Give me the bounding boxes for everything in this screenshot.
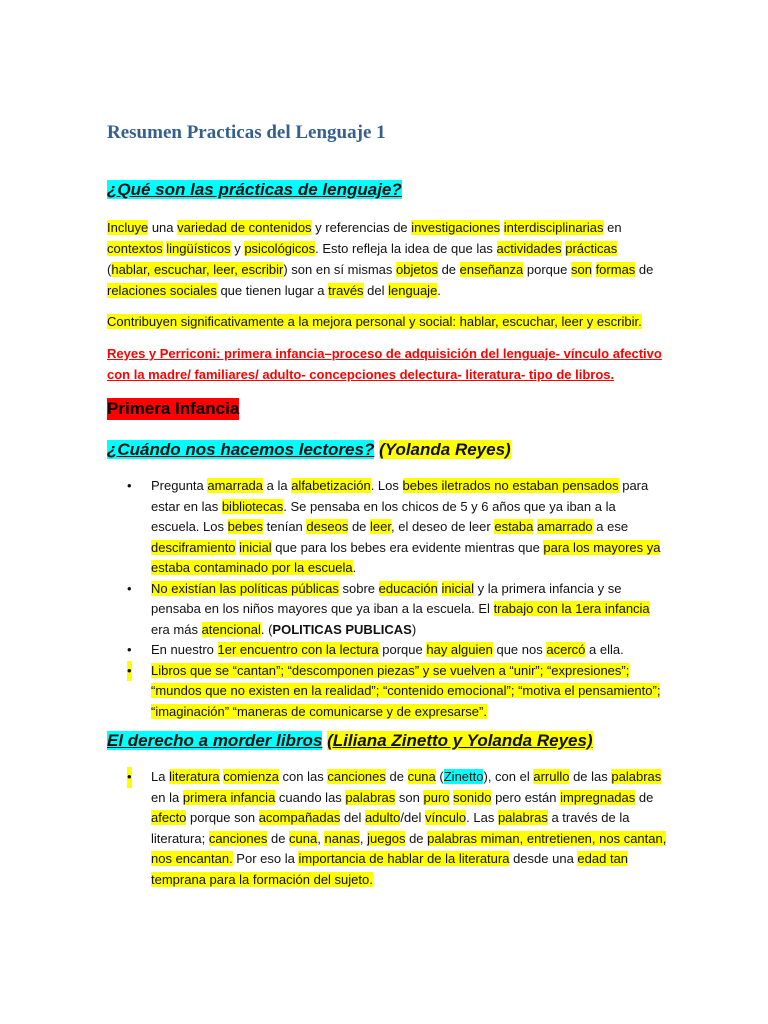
highlighted-text: hablar, escuchar, leer, escribir <box>111 262 284 277</box>
highlighted-text: palabras <box>345 789 396 805</box>
highlighted-text: palabras <box>497 810 548 825</box>
highlighted-text: cuna <box>407 769 436 784</box>
text-run: . Las <box>466 810 498 825</box>
heading-practicas <box>107 180 402 200</box>
text-run: que tienen lugar a <box>216 283 329 298</box>
paragraph-reyes-perriconi <box>107 343 662 385</box>
heading-lectores-author: (Yolanda Reyes) <box>379 440 511 459</box>
text-run: a ella. <box>585 642 624 657</box>
text-run: ( <box>435 769 444 784</box>
highlighted-text: variedad de contenidos <box>177 220 312 235</box>
text-run: . <box>437 283 441 298</box>
highlighted-text: contextos <box>107 241 163 256</box>
highlighted-text: psicológicos <box>244 241 316 256</box>
highlighted-text: comienza <box>223 769 279 784</box>
highlighted-text: trabajo con la 1era infancia <box>493 601 650 616</box>
text-run: . Esto refleja la idea de que las <box>315 241 497 256</box>
text-run: , el deseo de leer <box>390 519 495 534</box>
highlighted-text: importancia de hablar de la literatura <box>298 851 510 866</box>
heading-lectores <box>107 440 511 460</box>
highlighted-text: estaba <box>494 519 534 534</box>
cyan-highlighted-text: Zinetto <box>443 769 484 784</box>
highlighted-text: leer <box>370 519 391 534</box>
highlighted-text: edad tan temprana para la formación del sujeto. <box>151 851 629 887</box>
text-run: a través de la literatura; <box>151 810 630 846</box>
highlighted-text: son <box>570 262 592 277</box>
highlighted-text: acompañadas <box>258 810 341 825</box>
highlighted-text: palabras miman, entretienen, nos cantan, nos encantan. <box>151 830 667 866</box>
highlighted-text: para los mayores ya estaba contaminado por la escuela <box>151 539 661 575</box>
bullet-list-lectores <box>107 476 667 722</box>
text-run: /del <box>400 810 425 825</box>
highlighted-text: juegos <box>367 830 406 846</box>
text-run: desde una <box>509 851 578 866</box>
text-run: pero están <box>491 789 561 805</box>
text-run: que nos <box>492 642 547 657</box>
text-run: una <box>148 220 178 235</box>
highlighted-text: nanas <box>324 830 360 846</box>
text-run: en la <box>151 789 183 805</box>
text-run: La <box>151 769 170 784</box>
highlighted-text: canciones <box>327 769 386 784</box>
bullet-icon: • <box>127 642 132 657</box>
highlighted-text: prácticas <box>565 241 618 256</box>
highlighted-text: arrullo <box>533 769 570 784</box>
text-run: del <box>363 283 389 298</box>
text-run: porque <box>523 262 571 277</box>
text-run: de <box>267 830 290 846</box>
paragraph-contribuyen-text: Contribuyen significativamente a la mejora personal y social: hablar, escuchar, leer y escribir. <box>107 314 642 329</box>
document-title: Resumen Practicas del Lenguaje 1 <box>107 122 386 143</box>
heading-derecho-author: (Liliana Zinetto y Yolanda Reyes) <box>327 731 593 750</box>
highlighted-text: palabras <box>611 769 662 784</box>
highlighted-text: 1er encuentro con la lectura <box>217 642 379 657</box>
list-item <box>107 476 667 579</box>
text-run: ), con el <box>483 769 534 784</box>
text-run: y <box>230 241 245 256</box>
highlighted-text: deseos <box>306 519 349 534</box>
text-run: Pregunta <box>151 478 208 493</box>
heading-derecho-question: El derecho a morder libros <box>107 731 323 750</box>
text-run: de las <box>569 769 612 784</box>
text-run: . ( <box>260 621 273 637</box>
text-run: cuando las <box>275 789 346 805</box>
highlighted-text: Incluye <box>107 220 149 235</box>
text-run: , <box>317 830 325 846</box>
highlighted-text: literatura <box>169 769 220 784</box>
highlighted-text: bebes <box>227 519 264 534</box>
text-run: para estar en las <box>151 478 649 514</box>
highlighted-text: relaciones sociales <box>107 283 217 298</box>
list-item <box>107 579 667 641</box>
text-run <box>438 581 442 596</box>
highlighted-text: formas <box>595 262 636 277</box>
bullet-icon: • <box>127 580 132 596</box>
highlighted-text: amarrada <box>207 478 264 493</box>
highlighted-text: actividades <box>496 241 562 256</box>
highlighted-text: afecto <box>151 810 187 825</box>
text-run: con las <box>278 769 328 784</box>
text-run: era más <box>151 621 202 637</box>
highlighted-text: educación <box>378 580 438 596</box>
highlighted-text: No existían las políticas públicas <box>151 580 339 596</box>
highlighted-text: amarrado <box>537 519 593 534</box>
highlighted-text: inicial <box>239 539 272 555</box>
highlighted-text: adulto <box>364 810 401 825</box>
text-run: ( <box>107 262 112 277</box>
text-run: y la primera infancia y se pensaba en los niños mayores que ya iban a la escuela. El <box>151 580 622 616</box>
bullet-icon: • <box>127 767 132 788</box>
text-run: son <box>395 789 424 805</box>
highlighted-text: atencional <box>201 621 261 637</box>
text-run: que para los bebes era evidente mientras que <box>271 539 544 555</box>
highlighted-text: canciones <box>208 830 268 846</box>
text-run: porque son <box>186 810 259 825</box>
list-item <box>107 640 667 661</box>
bullet-list-derecho <box>107 767 667 890</box>
paragraph-reyes-text: Reyes y Perriconi: primera infancia–proceso de adquisición del lenguaje- vínculo afectivo con la madre/ familiares/ adulto- concepciones delectura- literatura- tipo de libros. <box>107 346 662 382</box>
highlighted-text: vínculo <box>424 810 467 825</box>
text-run: de <box>635 789 654 805</box>
highlighted-text: acercó <box>546 642 586 657</box>
text-run: de <box>348 519 371 534</box>
text-run: a la <box>263 478 292 493</box>
text-run: ) son en sí mismas <box>283 262 397 277</box>
text-run: del <box>340 810 365 825</box>
list-item <box>107 661 667 723</box>
text-run: y referencias de <box>311 220 412 235</box>
highlighted-text: objetos <box>396 262 438 277</box>
text-run: en <box>603 220 622 235</box>
paragraph-contribuyen <box>107 311 662 332</box>
highlighted-text: bibliotecas <box>221 498 284 514</box>
bullet-icon: • <box>127 661 132 682</box>
highlighted-text: bebes iletrados no estaban pensados <box>402 478 619 493</box>
list-item <box>107 767 667 890</box>
highlighted-text: desciframiento <box>151 539 236 555</box>
highlighted-text: través <box>328 283 364 298</box>
heading-derecho <box>107 731 593 751</box>
text-run: ) <box>411 621 417 637</box>
highlighted-text: alfabetización <box>291 478 371 493</box>
heading-primera-infancia: Primera Infancia <box>107 399 240 418</box>
text-run: sobre <box>338 580 379 596</box>
highlighted-text: investigaciones <box>411 220 501 235</box>
text-run: de <box>437 262 460 277</box>
heading-lectores-question: ¿Cuándo nos hacemos lectores? <box>107 440 375 459</box>
bullet-icon: • <box>127 478 132 493</box>
text-run: a ese <box>592 519 629 534</box>
text-run: de <box>635 262 654 277</box>
text-run: En nuestro <box>151 642 218 657</box>
text-run: Por eso la <box>232 851 299 866</box>
bold-text: POLITICAS PUBLICAS <box>272 621 412 637</box>
text-run: . <box>352 560 357 575</box>
highlighted-text: inicial <box>441 580 475 596</box>
highlighted-text: interdisciplinarias <box>503 220 604 235</box>
highlighted-text: hay alguien <box>426 642 493 657</box>
text-run: . Los <box>370 478 403 493</box>
highlighted-text: Libros que se “cantan”; “descomponen piezas” y se vuelven a “unir”; “expresiones”; “mundos que no existen en la realidad”; “contenido emocional”; “motiva el pensamiento”; “imaginación” “maneras de comunicarse y de expresarse”. <box>151 662 661 719</box>
text-run: . Se pensaba en los chicos de 5 y 6 años que ya iban a la escuela. Los <box>151 498 616 534</box>
highlighted-text: puro <box>423 789 450 805</box>
heading-practicas-text: ¿Qué son las prácticas de lenguaje? <box>107 180 402 199</box>
paragraph-definition <box>107 217 662 301</box>
text-run: porque <box>378 642 427 657</box>
text-run: de <box>385 769 408 784</box>
highlighted-text: impregnadas <box>560 789 636 805</box>
highlighted-text: primera infancia <box>182 789 276 805</box>
highlighted-text: lingüísticos <box>166 241 231 256</box>
text-run: , <box>359 830 368 846</box>
highlighted-text: cuna <box>289 830 318 846</box>
highlighted-text: sonido <box>453 789 492 805</box>
highlighted-text: lenguaje <box>388 283 438 298</box>
text-run: de <box>405 830 428 846</box>
text-run: tenían <box>263 519 307 534</box>
highlighted-text: enseñanza <box>459 262 524 277</box>
